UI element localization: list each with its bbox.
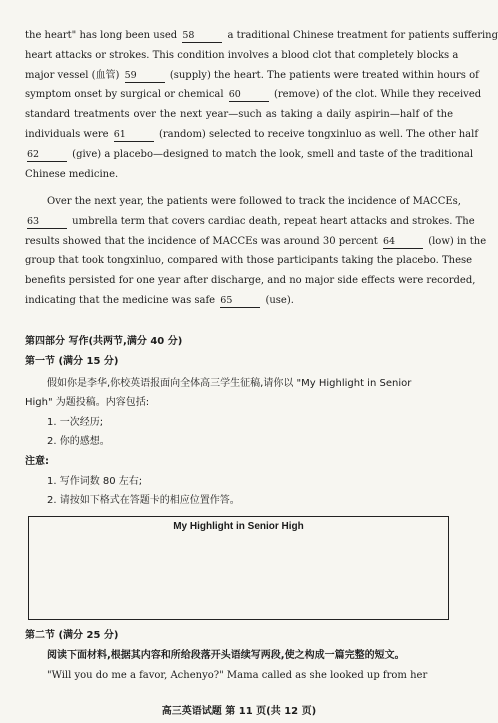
section2-first-line: "Will you do me a favor, Achenyo?" Mama called as she looked up from her	[47, 670, 428, 681]
section2-title: 第二节 (满分 25 分)	[25, 630, 119, 641]
content-item: 1. 一次经历;	[47, 417, 104, 428]
passage-text: major vessel (血管)	[25, 69, 123, 81]
section1-prompt: 假如你是李华,你校英语报面向全体高三学生征稿,请你以 "My Highlight in Senior	[47, 378, 412, 389]
content-item: 2. 你的感想。	[47, 436, 110, 447]
passage-text: umbrella term that covers cardiac death, repeat heart attacks and strokes. The	[69, 215, 475, 227]
passage-paragraph-1	[25, 26, 498, 184]
answer-blank[interactable]: 58	[182, 30, 222, 43]
section2-prompt: 阅读下面材料,根据其内容和所给段落开头语续写两段,使之构成一篇完整的短文。	[47, 650, 405, 661]
passage-paragraph-2	[25, 192, 487, 311]
passage-text: (remove) of the clot. While they received	[270, 89, 482, 101]
answer-blank[interactable]: 59	[125, 70, 165, 83]
passage-text: individuals were	[25, 128, 112, 140]
answer-box-title: My Highlight in Senior High	[173, 521, 304, 532]
page-footer: 高三英语试题 第 11 页(共 12 页)	[161, 706, 317, 717]
passage-line	[25, 66, 479, 86]
passage-line	[25, 125, 479, 145]
passage-line	[25, 145, 474, 165]
notice-item: 2. 请按如下格式在答题卡的相应位置作答。	[47, 495, 240, 506]
answer-blank[interactable]: 63	[27, 216, 67, 229]
passage-text: Chinese medicine.	[25, 168, 119, 180]
passage-line	[25, 165, 453, 185]
passage-text: (use).	[262, 294, 294, 306]
section1-prompt-cont: High" 为题投稿。内容包括:	[25, 397, 150, 408]
answer-blank[interactable]: 64	[383, 236, 423, 249]
passage-line	[25, 232, 487, 252]
passage-line	[25, 46, 459, 66]
passage-line	[25, 291, 453, 311]
part4-title	[25, 332, 453, 351]
passage-text: indicating that the medicine was safe	[25, 294, 219, 306]
passage-text: results showed that the incidence of MACCEs was around 30 percent	[25, 235, 382, 247]
passage-text: (give) a placebo—designed to match the look, smell and taste of the traditional	[69, 148, 474, 160]
passage-line	[25, 271, 476, 291]
passage-text: (supply) the heart. The patients were treated within hours of	[166, 69, 479, 81]
notice-title: 注意:	[25, 456, 49, 467]
passage-text: heart attacks or strokes. This condition involves a blood clot that completely blocks a	[25, 49, 459, 61]
answer-blank[interactable]: 60	[229, 89, 269, 102]
notice-item: 1. 写作词数 80 左右;	[47, 476, 143, 487]
passage-text: the heart" has long been used	[25, 30, 181, 41]
passage-line	[25, 105, 453, 125]
passage-text: group that took tongxinluo, compared with those participants taking the placebo. These	[25, 255, 473, 267]
passage-text: benefits persisted for one year after discharge, and no major side effects were recorded,	[25, 275, 476, 287]
answer-blank[interactable]: 65	[220, 295, 260, 308]
passage-line	[25, 212, 475, 232]
passage-text: (low) in the	[425, 235, 487, 247]
content-items	[25, 413, 453, 451]
passage-text: standard treatments over the next year—such as taking a daily aspirin—half of the	[25, 109, 453, 121]
passage-line	[25, 26, 498, 46]
passage-line	[25, 251, 473, 271]
passage-text: (random) selected to receive tongxinluo as well. The other half	[155, 128, 479, 140]
passage-line	[25, 85, 482, 105]
passage-line	[25, 192, 461, 212]
passage-text: a traditional Chinese treatment for patients suffering	[224, 30, 498, 41]
notice-items	[25, 472, 453, 510]
passage-text: Over the next year, the patients were followed to track the incidence of MACCEs,	[47, 196, 461, 207]
part4-heading: 第四部分 写作(共两节,满分 40 分)	[25, 336, 183, 347]
answer-blank[interactable]: 61	[114, 129, 154, 142]
answer-blank[interactable]: 62	[27, 149, 67, 162]
section1-title: 第一节 (满分 15 分)	[25, 356, 119, 367]
passage-text: symptom onset by surgical or chemical	[25, 89, 227, 101]
answer-format-box	[28, 516, 449, 620]
